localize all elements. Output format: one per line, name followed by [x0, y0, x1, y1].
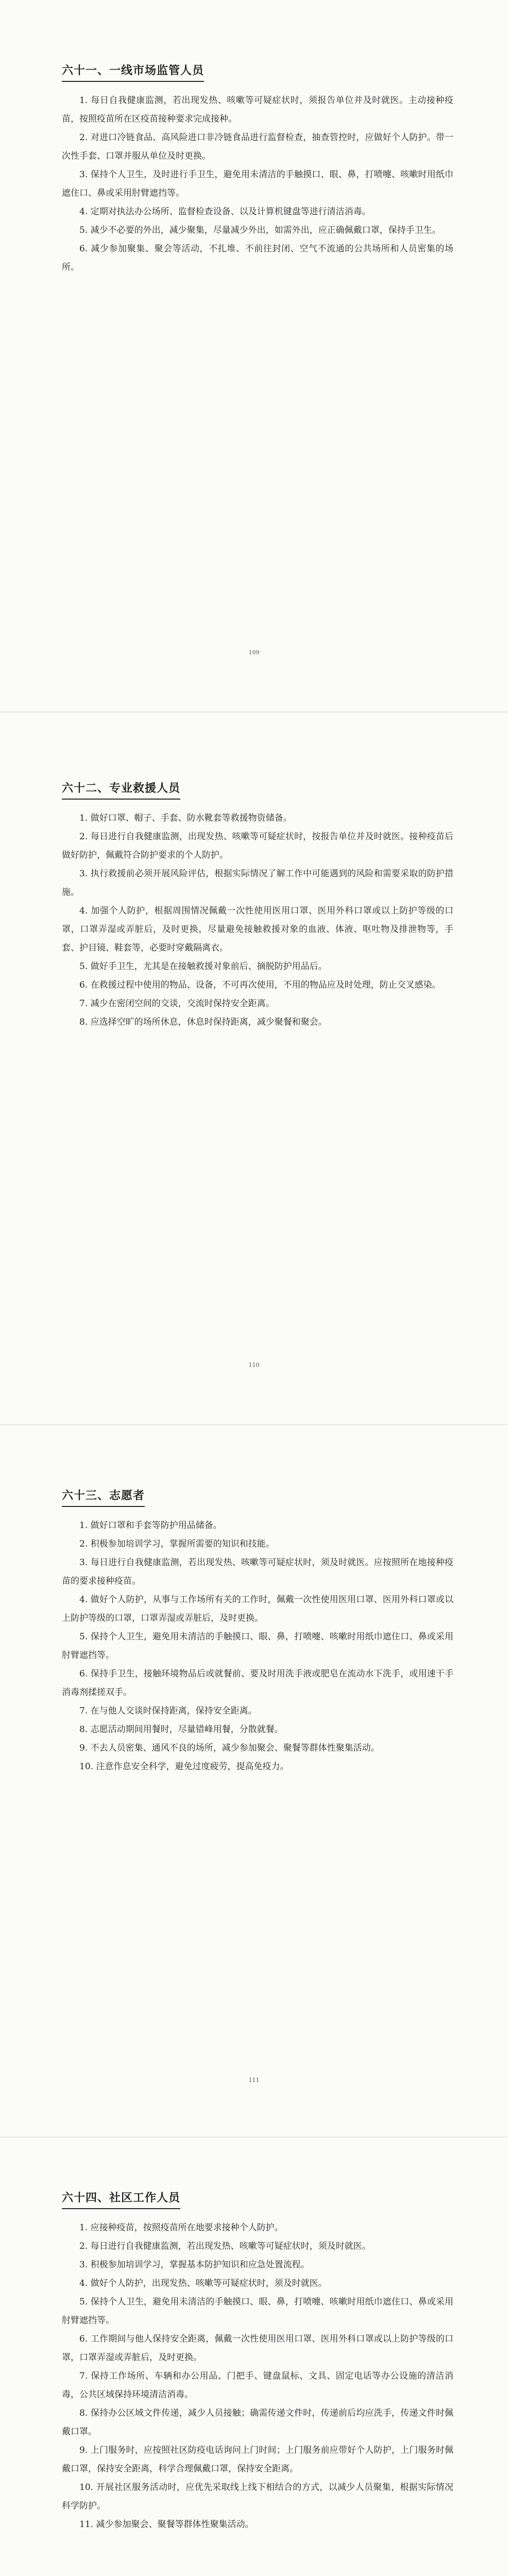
page-content: [62, 2189, 453, 2534]
list-item: 11. 减少参加聚会、聚餐等群体性聚集活动。: [79, 2519, 254, 2530]
list-item: 2. 每日进行自我健康监测，若出现发热、咳嗽等可疑症状时，须及时就医。: [79, 2241, 371, 2251]
list-item: 6. 保持手卫生，接触环境物品后或就餐前、要及时用洗手液或肥皂在流动水下洗手，或用速干手消毒剂揉搓双手。: [62, 1669, 453, 1698]
list-item: 2. 对进口冷链食品、高风险进口非冷链食品进行监督检查，抽查管控时，应做好个人防护。带一次性手套、口罩并服从单位及时更换。: [62, 132, 453, 161]
list-item: 5. 保持个人卫生，避免用未清洁的手触摸口、眼、鼻，打喷嚏、咳嗽时用纸巾遮住口、鼻或采用肘臂遮挡等。: [62, 1632, 453, 1660]
list-item: 4. 定期对执法办公场所、监督检查设备、以及计算机键盘等进行清洁消毒。: [79, 207, 371, 217]
list-item: 3. 积极参加培训学习，掌握基本防护知识和应急处置流程。: [79, 2260, 310, 2270]
list-item: 1. 做好口罩和手套等防护用品储备。: [79, 1520, 222, 1531]
section-title: 六十一、一线市场监管人员: [62, 62, 204, 82]
list-item: 8. 保持办公区域文件传递，减少人员接触；确需传递文件时，传递前后均应洗手，传递文件时佩戴口罩。: [62, 2408, 453, 2437]
list-item: 4. 做好个人防护，出现发热、咳嗽等可疑症状时，须及时就医。: [79, 2278, 327, 2289]
list-item: 3. 执行救援前必须开展风险评估，根据实际情况了解工作中可能遇到的风险和需要采取的防护措施。: [62, 869, 453, 897]
list-item: 4. 加强个人防护，根据周围情况佩戴一次性使用医用口罩、医用外科口罩或以上防护等级的口罩，口罩弄湿或弄脏后，及时更换，尽量避免接触救援对象的血液、体液、呕吐物及排泄物等，手套、护目镜、鞋套等，必要时穿戴隔离衣。: [62, 906, 453, 953]
list-item: 9. 不去人员密集、通风不良的场所，减少参加聚会、聚餐等群体性聚集活动。: [79, 1743, 380, 1753]
list-item: 1. 每日自我健康监测，若出现发热、咳嗽等可疑症状时，须报告单位并及时就医。主动接种疫苗，按照疫苗所在区疫苗接种要求完成接种。: [62, 95, 453, 124]
list-item: 6. 减少参加聚集、聚会等活动，不扎堆、不前往封闭、空气不流通的公共场所和人员密集的场所。: [62, 244, 453, 273]
list-item: 6. 在救援过程中使用的物品、设备，不可再次使用，不用的物品应及时处理，防止交叉感染。: [79, 980, 441, 990]
list-item: 10. 开展社区服务活动时，应优先采取线上线下相结合的方式，以减少人员聚集，根据实际情况科学防护。: [62, 2482, 453, 2511]
list-item: 7. 保持工作场所、车辆和办公用品、门把手、键盘鼠标、文具、固定电话等办公设施的清洁消毒，公共区域保持环境清洁消毒。: [62, 2371, 453, 2400]
list-item: 10. 注意作息安全科学，避免过度疲劳，提高免疫力。: [79, 1761, 289, 1772]
list-item: 5. 减少不必要的外出，减少聚集，尽量减少外出，如需外出，应正确佩戴口罩，保持手卫生。: [79, 225, 441, 235]
page-number: 109: [248, 649, 260, 656]
list-item: 3. 每日进行自我健康监测，若出现发热、咳嗽等可疑症状时，须及时就医。应按照所在地接种疫苗的要求接种疫苗。: [62, 1557, 453, 1586]
list-item: 4. 做好个人防护，从事与工作场所有关的工作时，佩戴一次性使用医用口罩、医用外科口罩或以上防护等级的口罩，口罩弄湿或弄脏后，及时更换。: [62, 1595, 453, 1623]
list-item: 3. 保持个人卫生，及时进行手卫生，避免用未清洁的手触摸口、眼、鼻，打喷嚏、咳嗽时用纸巾遮住口、鼻或采用肘臂遮挡等。: [62, 170, 453, 198]
list-item: 8. 志愿活动期间用餐时，尽量错峰用餐，分散就餐。: [79, 1724, 283, 1735]
list-item: 9. 上门服务时，应按照社区防疫电话询问上门时间；上门服务前应带好个人防护，上门服务时佩戴口罩，保持安全距离，科学合理佩戴口罩，保持安全距离。: [62, 2445, 453, 2474]
document-page: [0, 713, 508, 1425]
list-item: 7. 减少在密闭空间的交谈，交流时保持安全距离。: [79, 998, 275, 1009]
page-content: [62, 62, 453, 277]
list-item: 7. 在与他人交谈时保持距离，保持安全距离。: [79, 1706, 257, 1716]
section-title: 六十三、志愿者: [62, 1487, 145, 1507]
document-page: [0, 2138, 508, 2576]
list-item: 5. 做好手卫生，尤其是在接触救援对象前后、摘脱防护用品后。: [79, 961, 327, 972]
page-number: 111: [248, 2077, 260, 2083]
section-title: 六十二、专业救援人员: [62, 779, 180, 800]
list-item: 8. 应选择空旷的场所休息，休息时保持距离，减少聚餐和聚会。: [79, 1017, 327, 1027]
list-item: 6. 工作期间与他人保持安全距离，佩戴一次性使用医用口罩、医用外科口罩或以上防护等级的口罩，口罩弄湿或弄脏后，及时更换。: [62, 2334, 453, 2363]
list-item: 1. 应接种疫苗，按照疫苗所在地要求接种个人防护。: [79, 2223, 283, 2233]
list-item: 5. 保持个人卫生，避免用未清洁的手触摸口、眼、鼻，打喷嚏、咳嗽时用纸巾遮住口、鼻或采用肘臂遮挡等。: [62, 2297, 453, 2326]
page-content: [62, 1487, 453, 1776]
document-page: [0, 0, 508, 713]
document-page: [0, 1425, 508, 2138]
list-item: 2. 每日进行自我健康监测，出现发热、咳嗽等可疑症状时，按报告单位并及时就医。接种疫苗后做好防护，佩戴符合防护要求的个人防护。: [62, 832, 453, 860]
list-item: 1. 做好口罩、帽子、手套、防水靴套等救援物资储备。: [79, 813, 292, 823]
list-item: 2. 积极参加培训学习，掌握所需要的知识和技能。: [79, 1539, 275, 1549]
page-number: 110: [248, 1362, 260, 1368]
page-content: [62, 779, 453, 1031]
section-title: 六十四、社区工作人员: [62, 2189, 180, 2209]
